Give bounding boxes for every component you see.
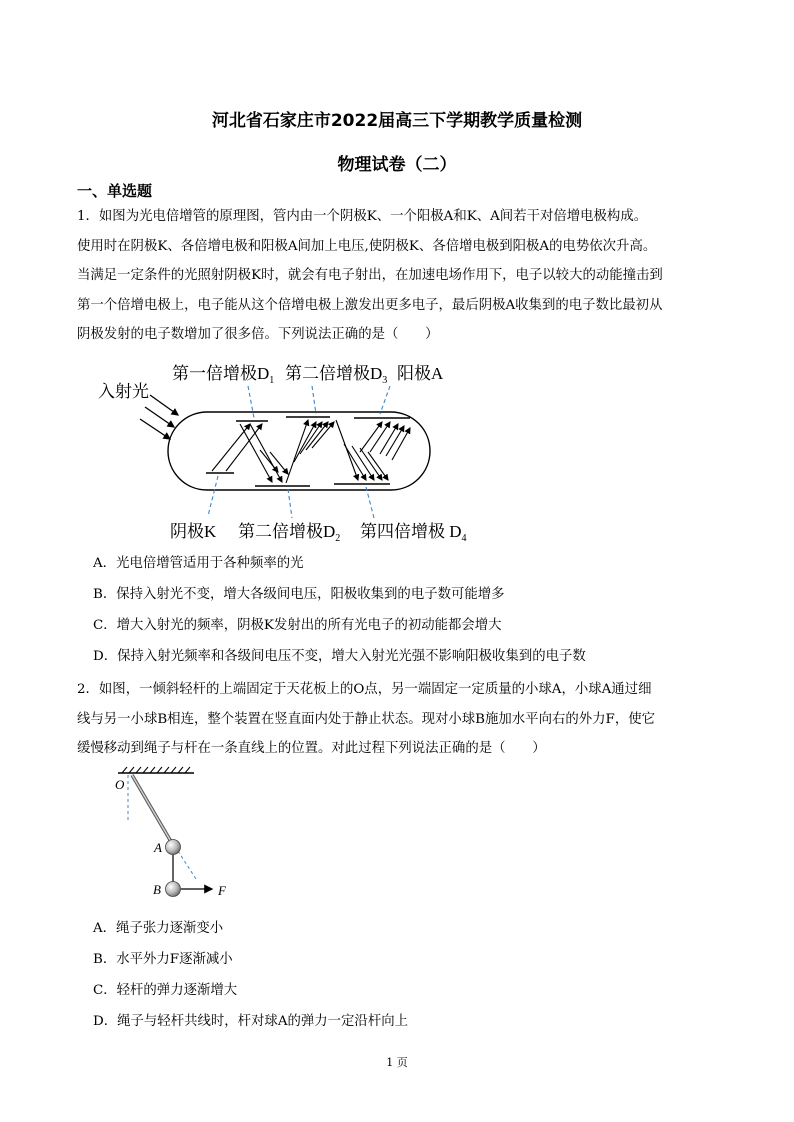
dynode-2-label-text: 第二倍增极D [238,522,336,541]
dynode-2-label [238,522,340,544]
page-number: 1 页 [386,1056,408,1069]
tube-outline [168,412,430,490]
dynode-3-label-sub: 3 [382,375,388,386]
dynode-2-label-sub: 2 [335,533,341,544]
question-1-line: 当满足一定条件的光照射阴极K时，就会有电子射出，在加速电场作用下，电子以较大的动能撞击到 [77,268,663,284]
point-o-label: O [115,777,125,792]
question-2-line: 2．如图，一倾斜轻杆的上端固定于天花板上的O点，另一端固定一定质量的小球A，小球A通过细 [77,682,652,697]
ball-b-label: B [153,882,161,897]
incident-light-label: 入射光 [98,382,149,401]
rod-ball-diagram [108,765,248,905]
dynode-3-label-text: 第二倍增极D [285,364,383,383]
question-2-option-d[interactable]: D．绳子与轻杆共线时，杆对球A的弹力一定沿杆向上 [93,1014,408,1029]
anode-label: 阳极A [397,364,444,383]
ball-a [166,840,181,855]
question-1-option-a[interactable]: A．光电倍增管适用于各种频率的光 [93,556,304,571]
ball-a-label: A [154,840,162,855]
ball-b [166,882,181,897]
question-2-option-a[interactable]: A．绳子张力逐渐变小 [93,921,224,936]
dynode-4-label-text: 第四倍增极 D [360,522,462,541]
question-1-option-c[interactable]: C．增大入射光的频率，阴极K发射出的所有光电子的初动能都会增大 [93,618,502,633]
photomultiplier-diagram [90,352,470,547]
page-title: 河北省石家庄市2022届高三下学期教学质量检测 [211,111,583,131]
cathode-label: 阴极K [170,522,217,541]
dynode-1-label [172,364,274,386]
dynode-1-label-sub: 1 [269,375,275,386]
question-2-option-c[interactable]: C．轻杆的弹力逐渐增大 [93,983,238,998]
question-1-line: 第一个倍增电极上，电子能从这个倍增电极上激发出更多电子，最后阴极A收集到的电子数比最初从 [77,297,663,313]
question-2-option-b[interactable]: B．水平外力F逐渐减小 [93,952,233,967]
force-f-label: F [218,883,226,898]
question-1-option-b[interactable]: B．保持入射光不变，增大各级间电压，阳极收集到的电子数可能增多 [93,587,505,602]
dynode-1-label-text: 第一倍增极D [172,364,270,383]
page-subtitle: 物理试卷（二） [337,155,457,175]
electron-paths [212,420,410,483]
question-2-stem [77,675,723,764]
dynode-4-label-sub: 4 [461,533,467,544]
question-1-line: 1．如图为光电倍增管的原理图，管内由一个阴极K、一个阳极A和K、A间若干对倍增电极构成。 [77,209,648,224]
question-1-line: 使用时在阴极K、各倍增电极和阳极A间加上电压,使阴极K、各倍增电极到阳极A的电势依次升高。 [77,238,657,254]
question-1-option-d[interactable]: D．保持入射光频率和各级间电压不变，增大入射光光强不影响阳极收集到的电子数 [93,649,586,664]
question-2-line: 缓慢移动到绳子与杆在一条直线上的位置。对此过程下列说法正确的是（ ） [77,741,546,757]
question-2-line: 线与另一小球B相连，整个装置在竖直面内处于静止状态。现对小球B施加水平向右的外力F，使它 [77,711,655,727]
question-1-stem [77,202,723,350]
section-heading: 一、单选题 [77,182,153,200]
dynode-4-label [360,522,467,544]
ceiling [118,767,194,773]
dynode-3-label [285,364,387,386]
question-1-line: 阴极发射的电子数增加了很多倍。下列说法正确的是（ ） [77,327,439,343]
